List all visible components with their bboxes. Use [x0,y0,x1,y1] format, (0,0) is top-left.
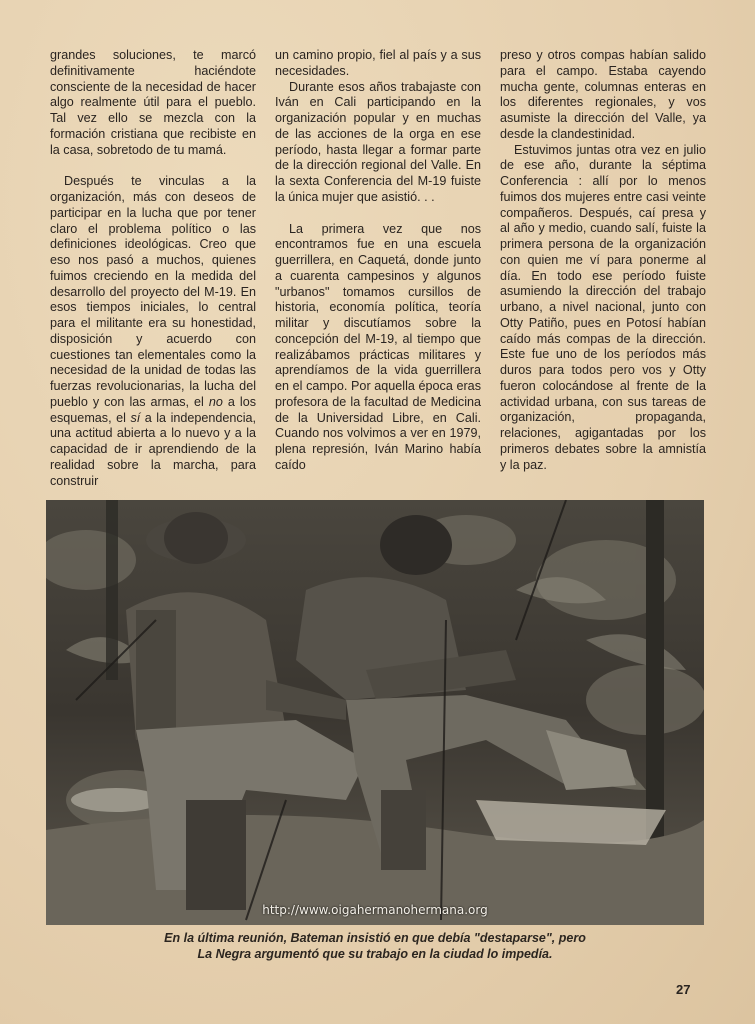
emphasis-no: no [208,394,223,409]
caption-line: La Negra argumentó que su trabajo en la ciudad lo impedía. [197,947,553,961]
emphasis-si: sí [130,410,141,425]
photo-illustration [46,500,704,925]
watermark-url: http://www.oigahermanohermana.org [262,903,488,917]
jungle-photo [46,500,704,925]
page-number: 27 [676,982,691,997]
paragraph: La primera vez que nos encontramos fue en una escuela guerrillera, en Caquetá, donde junto a cuarenta campesinos y algunos "urbanos" tomamos cursillos de historia, economía política, teoría militar y discutíamos sobre la concepción del M-19, al tiempo que realizábamos prácticas militares y aprendíamos de la vida guerrillera en el campo. Por aquella época eras profesora de la facultad de Medicina de la Universidad Libre, en Cali. Cuando nos volvimos a ver en 1979, plena represión, Iván Marino había caído [275,221,481,472]
paragraph-text: a la independencia, una actitud abierta a lo nuevo y a la capacidad de ir aprendiendo de la realidad sobre la marcha, para construir [50,410,256,488]
paragraph: Estuvimos juntas otra vez en julio de ese año, durante la séptima Conferencia : allí por lo menos fuimos dos mujeres entre casi veinte compañeros. Después, caí presa y al año y medio, cuando salí, fuiste la primera persona de la organización con quien me ví para ponerme al día. En todo ese período fuiste asumiendo la dirección del trabajo urbano, a nivel nacional, junto con Otty Patiño, pues en Potosí habían caído más compas de la dirección. Este fue uno de los períodos más duros para todos pero vos y Otty fueron colocándose al frente de la actividad urbana, con sus tareas de organización, propaganda, relaciones, agigantadas por los primeros debates sobre la amnistía y la paz. [500,142,706,472]
paragraph: grandes soluciones, te marcó definitivamente haciéndote consciente de la necesidad de hacer algo realmente útil para el pueblo. Tal vez ello se mezcla con la formación cristiana que recibiste en la casa, sobretodo de tu mamá. [50,48,256,157]
paragraph [50,174,256,489]
paragraph: Durante esos años trabajaste con Iván en Cali participando en la organización popular y en muchas de las acciones de la orga en ese período, hasta llegar a formar parte de la dirección regional del Valle. En la sexta Conferencia del M-19 fuiste la única mujer que asistió. . . [275,79,481,204]
article-column-1 [50,48,256,494]
paragraph-text: Después te vinculas a la organización, más con deseos de participar en la lucha que por tener claro el problema político o las definiciones ideológicas. Creo que eso nos pasó a muchos, quienes fuimos creciendo en la medida del desarrollo del proyecto del M-19. En esos tiempos iniciales, lo central para el militante era su honestidad, disposición y acuerdo con cuestiones tan elementales como la necesidad de la unidad de todas las fuerzas revolucionarias, la lucha del pueblo y con las armas, el [50,174,256,409]
article-column-2 [275,48,481,494]
photo-caption [46,930,704,962]
paragraph: preso y otros compas habían salido para el campo. Estaba cayendo mucha gente, columnas enteras en los diferentes regionales, y vos asumiste la dirección del Valle, ya desde la clandestinidad. [500,48,706,141]
paragraph: un camino propio, fiel al país y a sus necesidades. [275,48,481,78]
caption-line: En la última reunión, Bateman insistió en que debía "destaparse", pero [164,931,586,945]
article-columns [50,48,706,494]
article-column-3 [500,48,706,494]
paragraph-text: a los esquemas, el [50,394,256,425]
